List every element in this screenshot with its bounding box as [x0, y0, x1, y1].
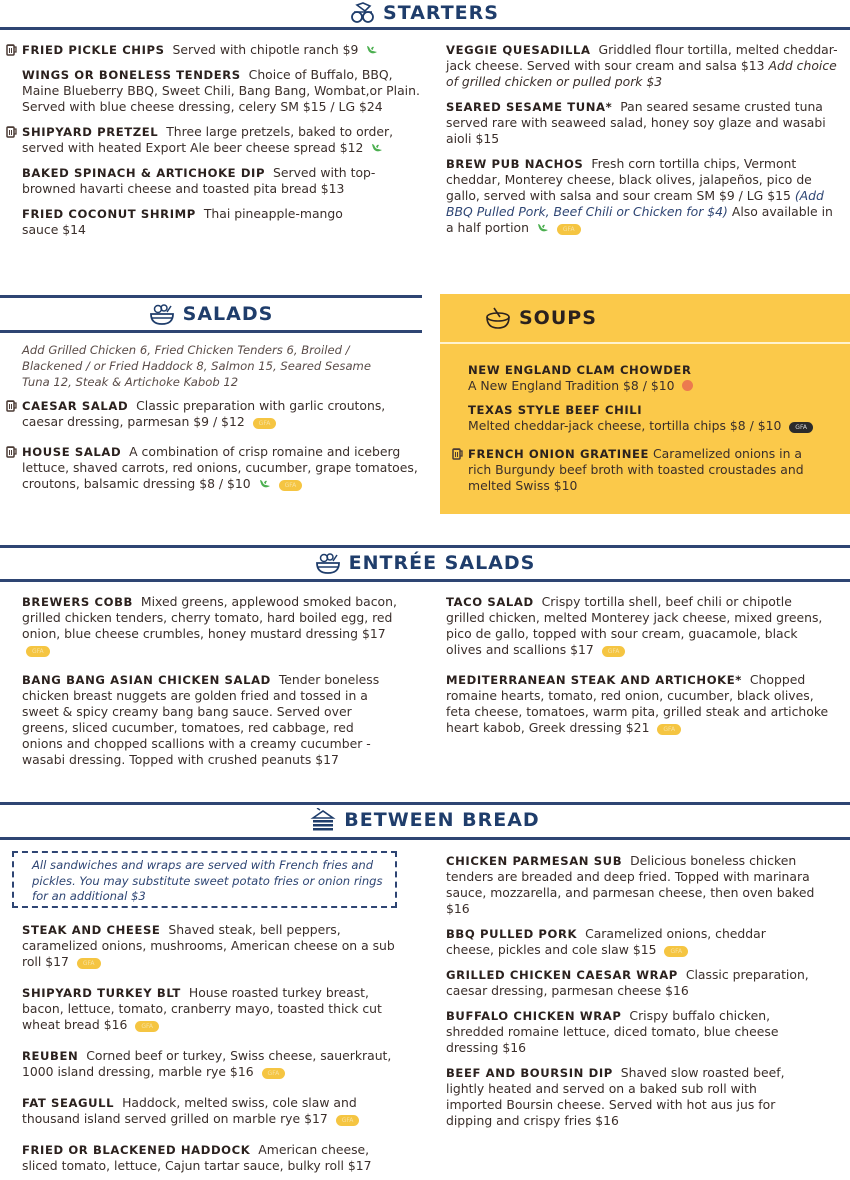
salads-header	[0, 300, 422, 328]
entree-salads-header	[0, 549, 850, 577]
entree-salads-right-column	[446, 594, 831, 745]
beer-mug-icon	[6, 445, 18, 458]
starters-header	[0, 0, 850, 26]
gfa-badge: GFA	[77, 958, 101, 969]
entree-salads-left-column	[22, 594, 397, 777]
menu-item: HOUSE SALAD A combination of crisp romaine and iceberg lettuce, shaved carrots, red onions, cucumber, grape tomatoes, croutons, balsamic dressing $8 / $10 GFA	[22, 444, 420, 492]
salad-bowl-icon	[149, 302, 175, 326]
gfa-badge: GFA	[26, 646, 50, 657]
salad-bowl-icon	[315, 551, 341, 575]
menu-item: BREW PUB NACHOS Fresh corn tortilla chips, Vermont cheddar, Monterey cheese, black olives, jalapeños, pico de gallo, served with salsa and sour cream SM $9 / LG $15 (Add BBQ Pulled Pork, Beef Chili or Chicken for $4) Also available in a half portion GFA	[446, 156, 833, 235]
menu-item: FAT SEAGULL Haddock, melted swiss, cole slaw and thousand island served grilled on marble rye $17 GFA	[22, 1095, 402, 1127]
gluten-free-dot-icon	[682, 380, 693, 391]
section-title-salads: SALADS	[182, 303, 274, 325]
soups-list	[468, 362, 843, 502]
menu-item: SEARED SESAME TUNA* Pan seared sesame crusted tuna served rare with seaweed salad, honey soy glaze and wasabi aioli $15	[446, 99, 826, 146]
menu-item: BAKED SPINACH & ARTICHOKE DIP Served with top-browned havarti cheese and toasted pita bread $13	[22, 165, 376, 196]
gfa-badge: GFA	[262, 1068, 286, 1079]
soup-bowl-icon	[485, 306, 511, 330]
menu-item: FRIED OR BLACKENED HADDOCK American cheese, sliced tomato, lettuce, Cajun tartar sauce, bulky roll $17	[22, 1142, 372, 1173]
menu-item: VEGGIE QUESADILLA Griddled flour tortilla, melted cheddar-jack cheese. Served with sour cream and salsa $13 Add choice of grilled chicken or pulled pork $3	[446, 42, 838, 89]
menu-item: BREWERS COBB Mixed greens, applewood smoked bacon, grilled chicken tenders, cherry tomato, hard boiled egg, red onion, blue cheese crumbles, honey mustard dressing $17 GFA	[22, 594, 397, 655]
menu-item: WINGS OR BONELESS TENDERS Choice of Buffalo, BBQ, Maine Blueberry BBQ, Sweet Chili, Bang Bang, Wombat,or Plain. Served with blue cheese dressing, celery SM $15 / LG $24	[22, 67, 420, 114]
divider-rule	[0, 545, 850, 548]
vegetarian-icon	[537, 223, 549, 233]
between-bread-right-column	[446, 853, 816, 1138]
beer-mug-icon	[6, 399, 18, 412]
salads-column	[22, 342, 420, 501]
divider-rule	[0, 802, 850, 805]
section-title-soups: SOUPS	[519, 307, 597, 329]
menu-item: BANG BANG ASIAN CHICKEN SALAD Tender boneless chicken breast nuggets are golden fried and tossed in a sweet & spicy creamy bang bang sauce. Served over greens, sliced cucumber, tomatoes, red cabbage, red onions and chopped scallions with a creamy cucumber -wasabi dressing. Topped with crushed peanuts $17	[22, 672, 380, 767]
vegetarian-icon	[371, 143, 383, 153]
menu-item: GRILLED CHICKEN CAESAR WRAP Classic preparation, caesar dressing, parmesan cheese $16	[446, 967, 809, 998]
menu-item: FRIED PICKLE CHIPS Served with chipotle ranch $9	[22, 42, 422, 58]
menu-item: MEDITERRANEAN STEAK AND ARTICHOKE* Chopped romaine hearts, tomato, red onion, cucumber, black olives, feta cheese, tomatoes, warm pita, grilled steak and artichoke heart kabob, Greek dressing $21 GFA	[446, 672, 829, 735]
menu-item: FRIED COCONUT SHRIMP Thai pineapple-mango sauce $14	[22, 206, 343, 237]
sides-note-box: All sandwiches and wraps are served with French fries and pickles. You may substitute sweet potato fries or onion rings for an additional $3	[12, 851, 397, 908]
gfa-badge: GFA	[336, 1115, 360, 1126]
gfa-badge: GFA	[664, 946, 688, 957]
menu-item: TEXAS STYLE BEEF CHILI Melted cheddar-jack cheese, tortilla chips $8 / $10 GFA	[468, 402, 843, 434]
gfa-badge: GFA	[279, 480, 303, 491]
divider-rule	[0, 837, 850, 840]
section-title-entree-salads: ENTRÉE SALADS	[348, 552, 536, 574]
gfa-badge: GFA	[657, 724, 681, 735]
gfa-badge: GFA	[602, 646, 626, 657]
section-title-between-bread: BETWEEN BREAD	[344, 809, 540, 831]
section-title-starters: STARTERS	[383, 2, 499, 24]
gfa-badge: GFA	[135, 1021, 159, 1032]
vegetarian-icon	[366, 45, 378, 55]
menu-item: REUBEN Corned beef or turkey, Swiss cheese, sauerkraut, 1000 island dressing, marble rye $16 GFA	[22, 1048, 392, 1079]
starters-left-column	[22, 42, 422, 247]
divider-rule	[0, 27, 850, 30]
divider-rule	[0, 579, 850, 582]
divider-rule	[0, 295, 422, 298]
menu-item: SHIPYARD TURKEY BLT House roasted turkey breast, bacon, lettuce, tomato, cranberry mayo, toasted thick cut wheat bread $16 GFA	[22, 985, 382, 1032]
beer-mug-icon	[6, 43, 18, 56]
divider-rule	[0, 330, 422, 333]
sandwich-icon	[310, 808, 336, 832]
soups-header	[440, 294, 850, 344]
menu-item: NEW ENGLAND CLAM CHOWDER A New England Tradition $8 / $10	[468, 363, 692, 393]
menu-item: STEAK AND CHEESE Shaved steak, bell peppers, caramelized onions, mushrooms, American cheese on a sub roll $17 GFA	[22, 922, 395, 969]
vegetarian-icon	[259, 479, 271, 489]
menu-item: SHIPYARD PRETZEL Three large pretzels, baked to order, served with heated Export Ale beer cheese spread $12	[22, 124, 422, 156]
gfa-badge: GFA	[789, 422, 813, 433]
menu-item: TACO SALAD Crispy tortilla shell, beef chili or chipotle grilled chicken, melted Monterey jack cheese, mixed greens, pico de gallo, topped with sour cream, guacamole, black olives and scallions $17 GFA	[446, 594, 823, 657]
menu-item: BUFFALO CHICKEN WRAP Crispy buffalo chicken, shredded romaine lettuce, diced tomato, blue cheese dressing $16	[446, 1008, 779, 1055]
menu-item: CAESAR SALAD Classic preparation with garlic croutons, caesar dressing, parmesan $9 / $12 GFA	[22, 398, 420, 430]
gfa-badge: GFA	[557, 224, 581, 235]
menu-item: BEEF AND BOURSIN DIP Shaved slow roasted beef, lightly heated and served on a baked sub roll with imported Boursin cheese. Served with hot aus jus for dipping and crispy fries $16	[446, 1065, 785, 1128]
between-bread-header	[0, 806, 850, 834]
starters-right-column	[446, 42, 842, 245]
nachos-icon	[351, 2, 375, 24]
beer-mug-icon	[6, 125, 18, 138]
gfa-badge: GFA	[253, 418, 277, 429]
soups-panel	[440, 294, 850, 514]
beer-mug-icon	[452, 447, 464, 460]
between-bread-left-column	[22, 922, 402, 1180]
salads-add-on-note: Add Grilled Chicken 6, Fried Chicken Tenders 6, Broiled / Blackened / or Fried Haddock 8, Salmon 15, Seared Sesame Tuna 12, Steak & Artichoke Kabob 12	[22, 343, 371, 389]
menu-item: BBQ PULLED PORK Caramelized onions, cheddar cheese, pickles and cole slaw $15 GFA	[446, 926, 766, 957]
menu-item: CHICKEN PARMESAN SUB Delicious boneless chicken tenders are breaded and deep fried. Topped with marinara sauce, mozzarella, and parmesan cheese, then oven baked $16	[446, 853, 815, 916]
menu-item: FRENCH ONION GRATINEE Caramelized onions in a rich Burgundy beef broth with toasted croustades and melted Swiss $10	[468, 446, 808, 494]
